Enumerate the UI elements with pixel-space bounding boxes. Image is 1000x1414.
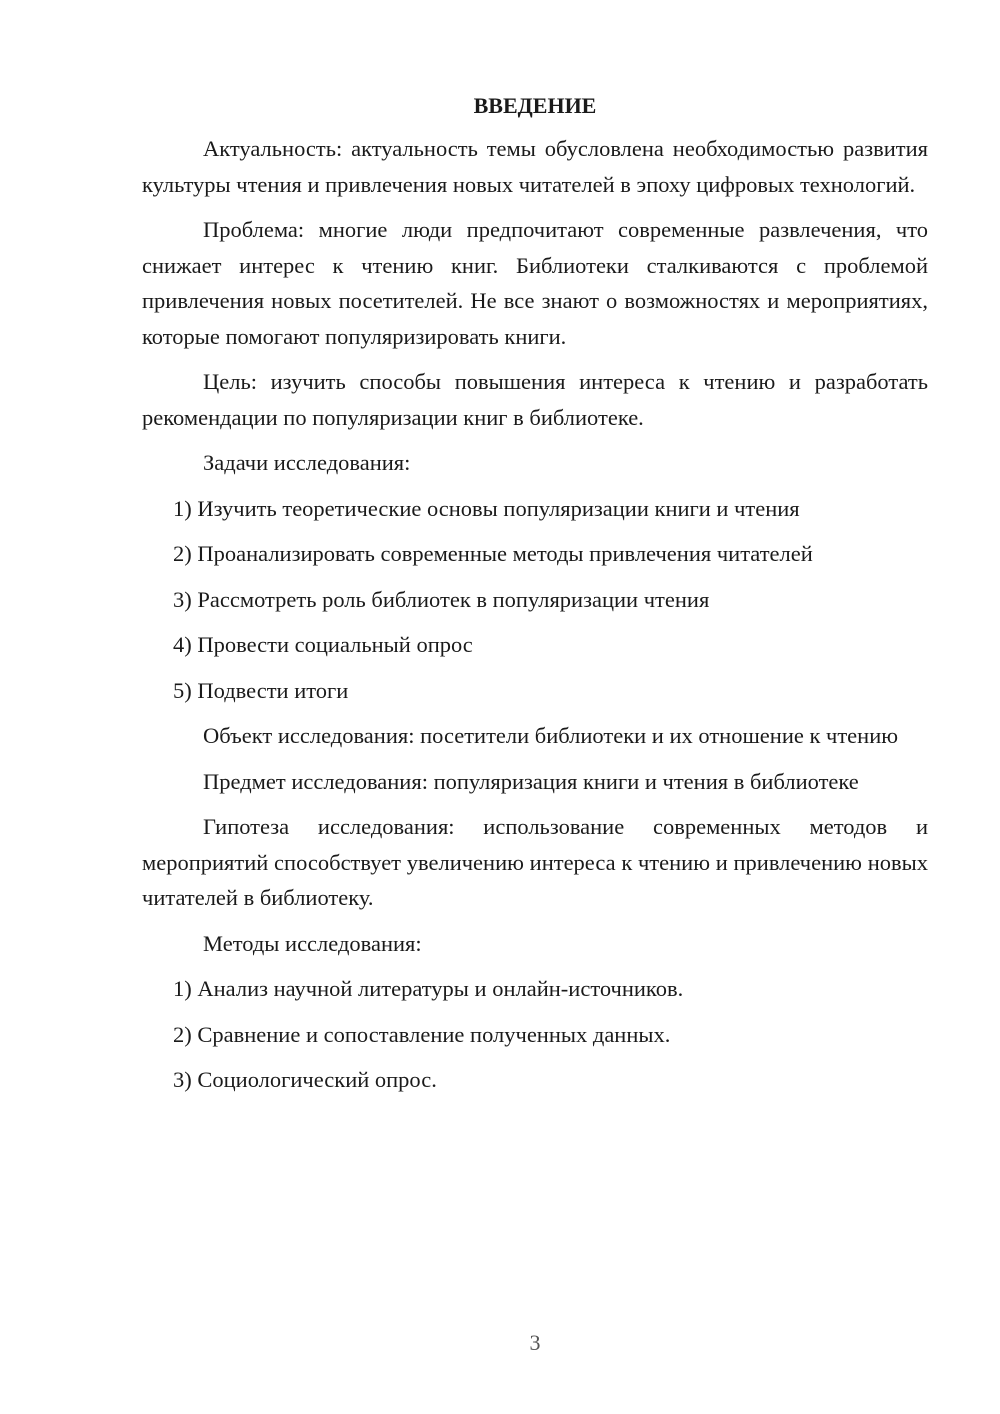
relevance-paragraph: Актуальность: актуальность темы обусловлена необходимостью развития культуры чтения и привлечения новых читателей в эпоху цифровых технологий.	[142, 136, 928, 197]
methods-heading: Методы исследования:	[203, 930, 422, 956]
task-item-3: 3) Рассмотреть роль библиотек в популяризации чтения	[173, 586, 710, 612]
tasks-heading: Задачи исследования:	[203, 450, 411, 475]
tasks-list	[142, 491, 928, 709]
goal-paragraph: Цель: изучить способы повышения интереса к чтению и разработать рекомендации по популяризации книг в библиотеке.	[142, 369, 928, 430]
task-item-1: 1) Изучить теоретические основы популяризации книги и чтения	[173, 495, 800, 521]
methods-list	[142, 971, 928, 1098]
document-title: ВВЕДЕНИЕ	[473, 93, 597, 118]
method-item-3: 3) Социологический опрос.	[173, 1067, 437, 1092]
page-number: 3	[529, 1330, 541, 1355]
task-item-2: 2) Проанализировать современные методы привлечения читателей	[173, 541, 813, 566]
document-page	[142, 88, 928, 1108]
task-item-4: 4) Провести социальный опрос	[173, 632, 473, 657]
method-item-1: 1) Анализ научной литературы и онлайн-источников.	[173, 976, 684, 1001]
problem-paragraph: Проблема: многие люди предпочитают современные развлечения, что снижает интерес к чтению книг. Библиотеки сталкиваются с проблемой привлечения новых посетителей. Не все знают о возможностях и мероприятиях, которые помогают популяризировать книги.	[142, 217, 928, 349]
subject-paragraph: Предмет исследования: популяризация книги и чтения в библиотеке	[203, 768, 859, 794]
hypothesis-paragraph: Гипотеза исследования: использование современных методов и мероприятий способствует увеличению интереса к чтению и привлечению новых читателей в библиотеку.	[142, 814, 928, 910]
method-item-2: 2) Сравнение и сопоставление полученных данных.	[173, 1021, 671, 1047]
object-paragraph: Объект исследования: посетители библиотеки и их отношение к чтению	[203, 723, 899, 748]
task-item-5: 5) Подвести итоги	[173, 677, 349, 703]
